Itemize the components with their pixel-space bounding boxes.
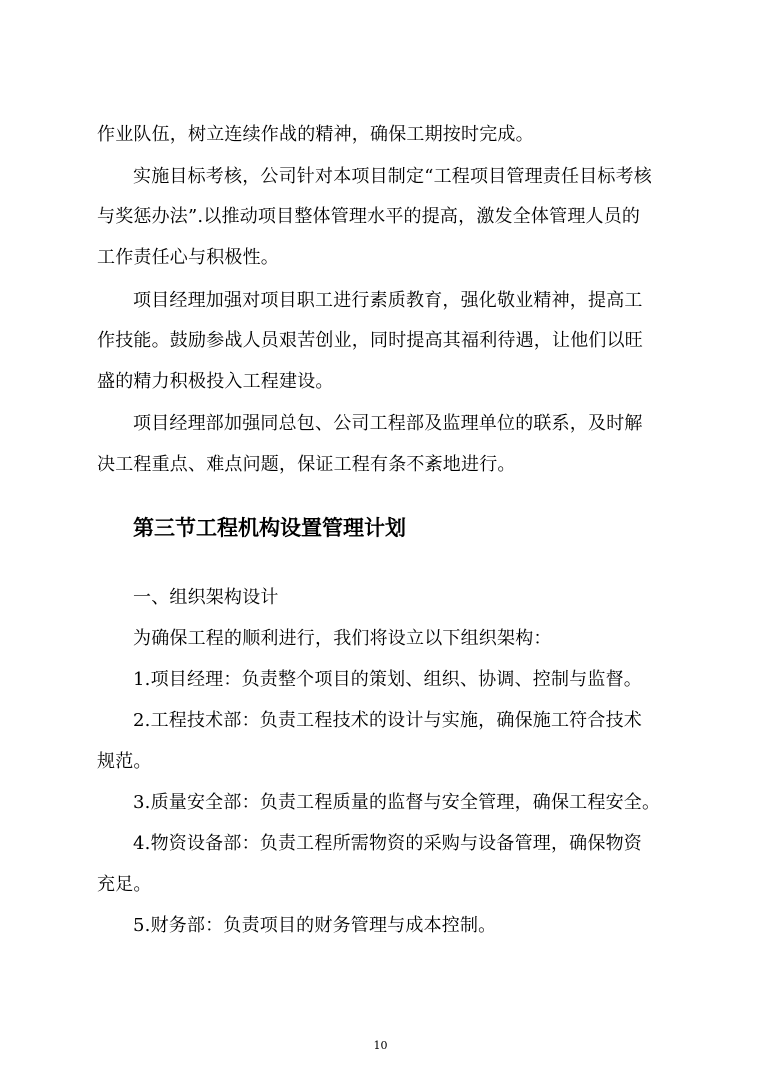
- list-item-3: 3.质量安全部：负责工程质量的监督与安全管理，确保工程安全。: [133, 792, 661, 813]
- subsection-heading: 一、组织架构设计: [133, 587, 279, 608]
- paragraph-3-line-1: 项目经理加强对项目职工进行素质教育，强化敬业精神，提高工: [133, 290, 643, 311]
- paragraph-3-line-2: 作技能。鼓励参战人员艰苦创业，同时提高其福利待遇，让他们以旺: [97, 330, 643, 351]
- paragraph-2-line-1: 实施目标考核，公司针对本项目制定“工程项目管理责任目标考核: [133, 166, 652, 187]
- list-item-4-line-2: 充足。: [97, 874, 152, 895]
- page-number: 10: [373, 1039, 388, 1052]
- list-item-4-line-1: 4.物资设备部：负责工程所需物资的采购与设备管理，确保物资: [133, 833, 642, 854]
- list-item-2-line-2: 规范。: [97, 751, 152, 772]
- paragraph-2-line-3: 工作责任心与积极性。: [97, 247, 279, 268]
- list-item-2-line-1: 2.工程技术部：负责工程技术的设计与实施，确保施工符合技术: [133, 710, 642, 731]
- paragraph-2-line-2: 与奖惩办法”.以推动项目整体管理水平的提高，激发全体管理人员的: [97, 206, 641, 227]
- paragraph-4-line-2: 决工程重点、难点问题，保证工程有条不紊地进行。: [97, 454, 516, 475]
- paragraph-1-line-1: 作业队伍，树立连续作战的精神，确保工期按时完成。: [97, 124, 534, 145]
- intro-text: 为确保工程的顺利进行，我们将设立以下组织架构：: [133, 628, 552, 649]
- list-item-5: 5.财务部：负责项目的财务管理与成本控制。: [133, 915, 497, 936]
- paragraph-4-line-1: 项目经理部加强同总包、公司工程部及监理单位的联系，及时解: [133, 413, 643, 434]
- paragraph-3-line-3: 盛的精力积极投入工程建设。: [97, 371, 334, 392]
- section-heading: 第三节工程机构设置管理计划: [133, 515, 406, 540]
- list-item-1: 1.项目经理：负责整个项目的策划、组织、协调、控制与监督。: [133, 669, 642, 690]
